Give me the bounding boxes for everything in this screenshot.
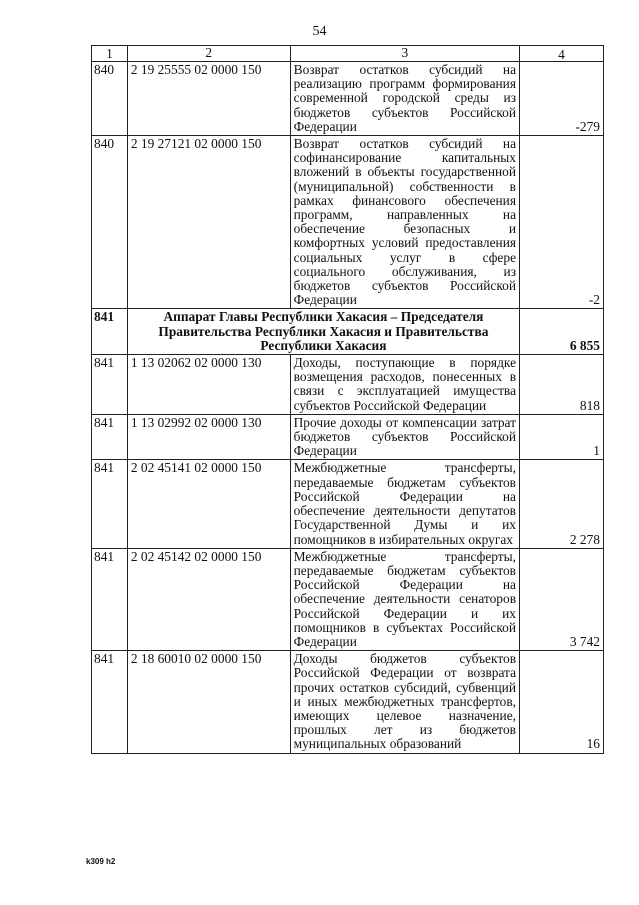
revenue-name: Возврат остатков субсидий на реализацию программ формирования современной городской среды из бюджетов субъектов Российской Федерации: [290, 62, 519, 136]
table-row: [92, 460, 604, 548]
section-row: [92, 309, 604, 355]
amount: 16: [520, 651, 604, 753]
budget-code: 2 02 45142 02 0000 150: [127, 548, 290, 650]
header-col-4: 4: [520, 46, 604, 62]
section-title: Аппарат Главы Республики Хакасия – Председателя Правительства Республики Хакасия и Правительства Республики Хакасия: [127, 309, 519, 355]
budget-code: 2 19 25555 02 0000 150: [127, 62, 290, 136]
amount: 818: [520, 355, 604, 415]
admin-code: 841: [92, 460, 128, 548]
revenue-name: Прочие доходы от компенсации затрат бюджетов субъектов Российской Федерации: [290, 414, 519, 460]
section-admin-code: 841: [92, 309, 128, 355]
admin-code: 841: [92, 414, 128, 460]
header-col-1: 1: [92, 46, 128, 62]
amount: -279: [520, 62, 604, 136]
amount: 1: [520, 414, 604, 460]
document-code: k309 h2: [86, 857, 116, 866]
table-row: [92, 414, 604, 460]
revenue-name: Возврат остатков субсидий на софинансирование капитальных вложений в объекты государственной (муниципальной) собственности в рамках финансового обеспечения программ, направленных на обеспечение безопасных и комфортных условий предоставления социальных услуг в сфере социального обслуживания, из бюджетов субъектов Российской Федерации: [290, 136, 519, 309]
admin-code: 841: [92, 355, 128, 415]
admin-code: 841: [92, 548, 128, 650]
section-total: 6 855: [520, 309, 604, 355]
admin-code: 840: [92, 62, 128, 136]
table-row: [92, 548, 604, 650]
table-row: [92, 355, 604, 415]
revenue-table: [91, 45, 604, 754]
budget-code: 1 13 02062 02 0000 130: [127, 355, 290, 415]
admin-code: 840: [92, 136, 128, 309]
budget-code: 2 18 60010 02 0000 150: [127, 651, 290, 753]
revenue-name: Доходы бюджетов субъектов Российской Федерации от возврата прочих остатков субсидий, субвенций и иных межбюджетных трансфертов, имеющих целевое назначение, прошлых лет из бюджетов муниципальных образований: [290, 651, 519, 753]
table-header-row: [92, 46, 604, 62]
header-col-3: 3: [290, 46, 519, 62]
budget-code: 2 19 27121 02 0000 150: [127, 136, 290, 309]
table-row: [92, 62, 604, 136]
table-row: [92, 136, 604, 309]
amount: 3 742: [520, 548, 604, 650]
budget-code: 1 13 02992 02 0000 130: [127, 414, 290, 460]
page-number: 54: [312, 24, 327, 39]
revenue-name: Доходы, поступающие в порядке возмещения расходов, понесенных в связи с эксплуатацией имущества субъектов Российской Федерации: [290, 355, 519, 415]
header-col-2: 2: [127, 46, 290, 62]
budget-code: 2 02 45141 02 0000 150: [127, 460, 290, 548]
revenue-name: Межбюджетные трансферты, передаваемые бюджетам субъектов Российской Федерации на обеспечение деятельности сенаторов Российской Федерации и их помощников в субъектах Российской Федерации: [290, 548, 519, 650]
amount: 2 278: [520, 460, 604, 548]
admin-code: 841: [92, 651, 128, 753]
revenue-name: Межбюджетные трансферты, передаваемые бюджетам субъектов Российской Федерации на обеспечение деятельности депутатов Государственной Думы и их помощников в избирательных округах: [290, 460, 519, 548]
table-row: [92, 651, 604, 753]
amount: -2: [520, 136, 604, 309]
